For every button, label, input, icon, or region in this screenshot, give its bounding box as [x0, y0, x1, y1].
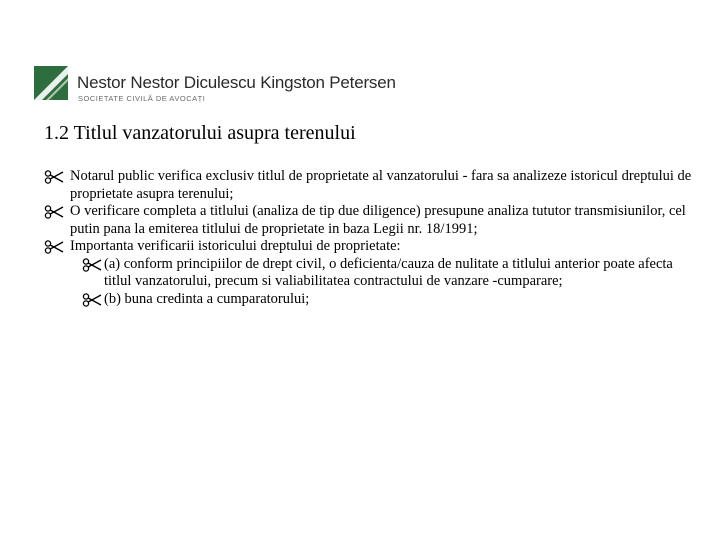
bullet-item [44, 168, 704, 203]
firm-subtitle: SOCIETATE CIVILĂ DE AVOCAȚI [78, 94, 206, 103]
sub-bullet-item [82, 256, 682, 291]
sub-bullet-text: (a) conform principiilor de drept civil, o deficienta/cauza de nulitate a titlului anterior poate afecta titlul vanzatorului, precum si valiabilitatea contractului de vanzare -cumparare; [104, 255, 673, 289]
bullet-text: O verificare completa a titlului (analiza de tip due diligence) presupune analiza tututor transmisiunilor, cel putin pana la emiterea titlului de proprietate in baza Legii nr. 18/1991; [70, 203, 686, 237]
scissors-icon [44, 240, 64, 254]
logo-mark-icon [34, 66, 68, 100]
bullet-item [44, 203, 704, 238]
sub-bullet-text: (b) buna credinta a cumparatorului; [104, 290, 310, 307]
slide-title: 1.2 Titlul vanzatorului asupra terenului [44, 122, 356, 144]
firm-name: Nestor Nestor Diculescu Kingston Petersen [77, 73, 396, 92]
scissors-icon [82, 293, 102, 307]
scissors-icon [82, 258, 102, 272]
firm-logo [34, 66, 394, 106]
scissors-icon [44, 170, 64, 184]
bullet-text: Notarul public verifica exclusiv titlul de proprietate al vanzatorului - fara sa analizeze istoricul dreptului de proprietate asupra terenului; [70, 168, 692, 202]
bullet-list [44, 168, 704, 308]
bullet-item [44, 238, 704, 308]
bullet-text: Importanta verificarii istoricului dreptului de proprietate: [70, 238, 401, 254]
sub-bullet-item [82, 291, 682, 309]
scissors-icon [44, 205, 64, 219]
sub-bullet-list [70, 256, 704, 309]
